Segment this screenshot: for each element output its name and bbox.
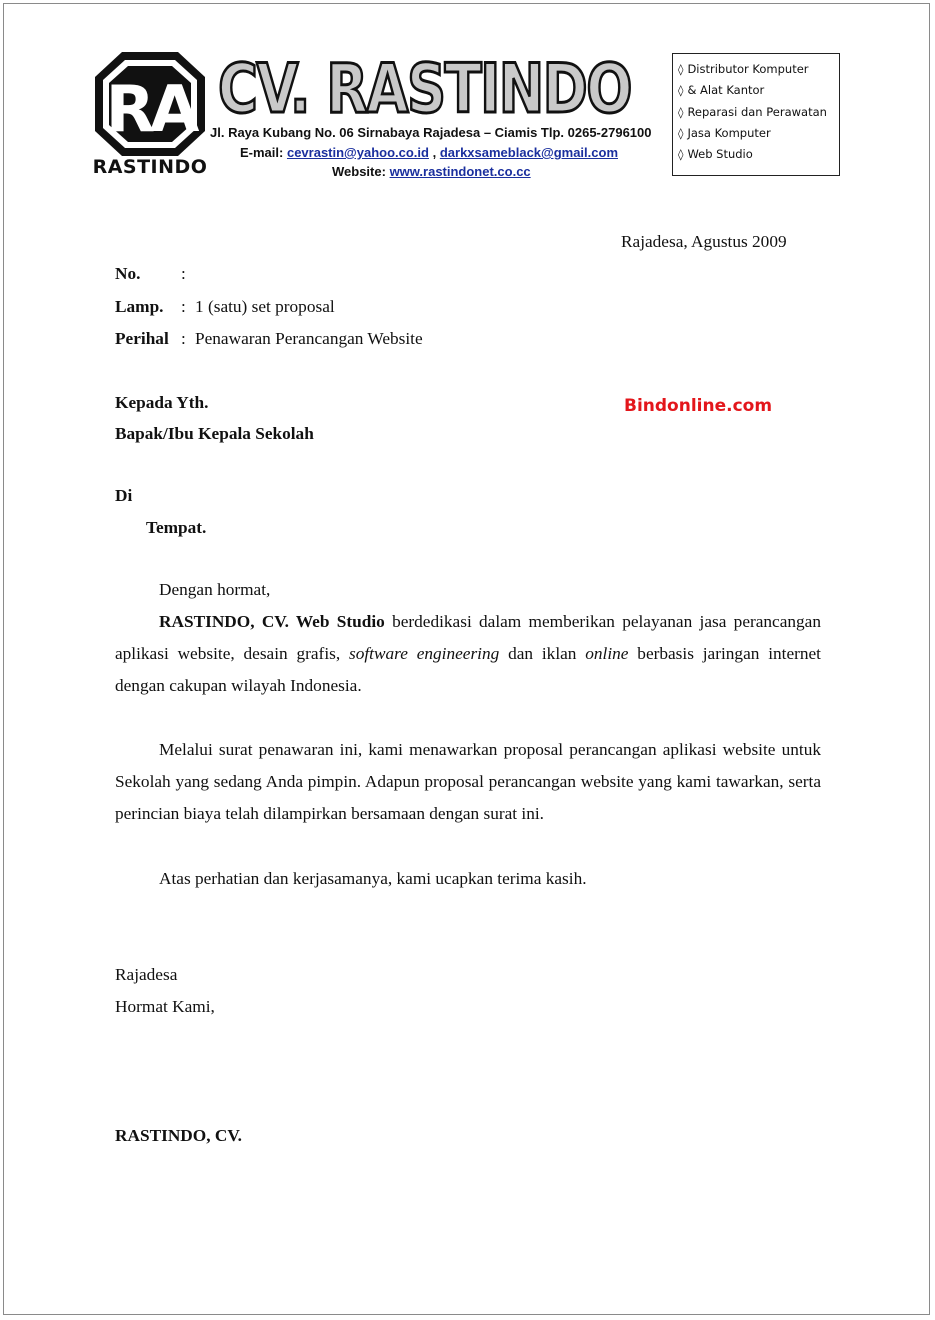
meta-colon: : [181,264,186,283]
signature-name: RASTINDO, CV. [115,1126,242,1145]
website-line [332,164,531,179]
service-item: ◊ Reparasi dan Perawatan [678,102,839,123]
meta-colon: : [181,297,186,316]
logo-caption: RASTINDO [92,156,208,178]
paragraph-1: RASTINDO, CV. Web Studio berdedikasi dalam memberikan pelayanan jasa perancangan aplikasi website, desain grafis, software engineering dan iklan online berbasis jaringan internet dengan cakupan wilayah Indonesia. [115,612,821,695]
meta-label-no: No. [115,264,141,283]
diamond-outline-icon: ◊ [678,105,684,119]
email-link-2[interactable]: darkxsameblack@gmail.com [439,145,618,160]
service-item: ◊ Web Studio [678,144,839,165]
paragraph-2: Melalui surat penawaran ini, kami menawarkan proposal perancangan aplikasi website untuk Sekolah yang sedang Anda pimpin. Adapun proposal perancangan website yang kami tawarkan, serta perincian biaya telah dilampirkan bersamaan dengan surat ini. [115,740,821,823]
service-item: ◊ & Alat Kantor [678,80,839,101]
website-label: Website: [332,164,386,179]
di-line: Di [115,486,133,505]
p1-company: RASTINDO, CV. Web Studio [159,612,385,631]
services-box [672,53,840,176]
company-address: Jl. Raya Kubang No. 06 Sirnabaya Rajadesa – Ciamis Tlp. 0265-2796100 [210,125,652,140]
tempat-line: Tempat. [146,518,207,537]
email-link-1[interactable]: cevrastin@yahoo.co.id [286,145,429,160]
service-item: ◊ Distributor Komputer [678,59,839,80]
diamond-outline-icon: ◊ [678,84,684,98]
company-name: CV. RASTINDO [218,50,631,129]
diamond-outline-icon: ◊ [678,63,684,76]
watermark-text: Bindonline.com [624,396,773,416]
recipient-line-2: Bapak/Ibu Kepala Sekolah [115,424,314,443]
email-line [240,145,618,160]
meta-value-lamp: 1 (satu) set proposal [195,297,335,316]
closing-phrase: Hormat Kami, [115,997,215,1016]
meta-label-perihal: Perihal [115,329,169,348]
closing-place: Rajadesa [115,965,178,984]
p1-italic-software: software engineering [349,644,500,663]
meta-value-perihal: Penawaran Perancangan Website [195,329,423,348]
diamond-outline-icon: ◊ [678,126,684,140]
letter-date: Rajadesa, Agustus 2009 [621,232,787,251]
paragraph-3: Atas perhatian dan kerjasamanya, kami ucapkan terima kasih. [159,869,587,888]
meta-label-lamp: Lamp. [115,297,164,316]
service-item: ◊ Jasa Komputer [678,123,839,144]
rastindo-logo [92,49,208,159]
recipient-line-1: Kepada Yth. [115,393,209,412]
email-separator: , [432,145,437,160]
website-link[interactable]: www.rastindonet.co.cc [389,164,531,179]
email-label: E-mail: [240,145,284,160]
p1-italic-online: online [585,644,629,663]
logo-monogram: RA [105,73,195,147]
meta-colon: : [181,329,186,348]
diamond-outline-icon: ◊ [678,148,684,162]
greeting: Dengan hormat, [159,580,271,599]
